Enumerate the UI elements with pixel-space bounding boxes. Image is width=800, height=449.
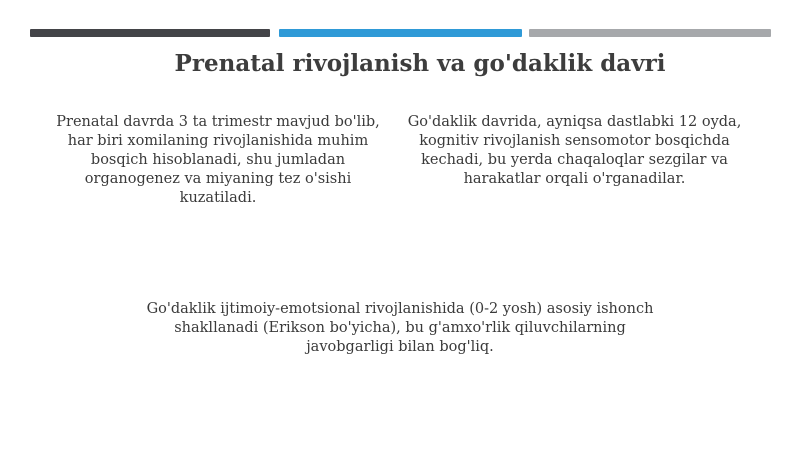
infancy-socioemotional-text: Go'daklik ijtimoiy-emotsional rivojlanishida (0-2 yosh) asosiy ishonch shakllanadi (Erikson bo'yicha), bu g'amxo'rlik qiluvchilarning javobgarligi bilan bog'liq.	[146, 301, 654, 355]
header-bar-blue	[279, 29, 522, 37]
infancy-cognitive-text: Go'daklik davrida, ayniqsa dastlabki 12 oyda, kognitiv rivojlanish sensomotor bosqichda kechadi, bu yerda chaqaloqlar sezgilar va harakatlar orqali o'rganadilar.	[407, 114, 742, 187]
header-bar-dark	[30, 29, 270, 37]
slide-title: Prenatal rivojlanish va go'daklik davri	[174, 50, 666, 77]
header-bar-gray	[529, 29, 771, 37]
prenatal-text: Prenatal davrda 3 ta trimestr mavjud bo'lib, har biri xomilaning rivojlanishida muhim bosqich hisoblanadi, shu jumladan organogenez va miyaning tez o'sishi kuzatiladi.	[56, 114, 380, 206]
